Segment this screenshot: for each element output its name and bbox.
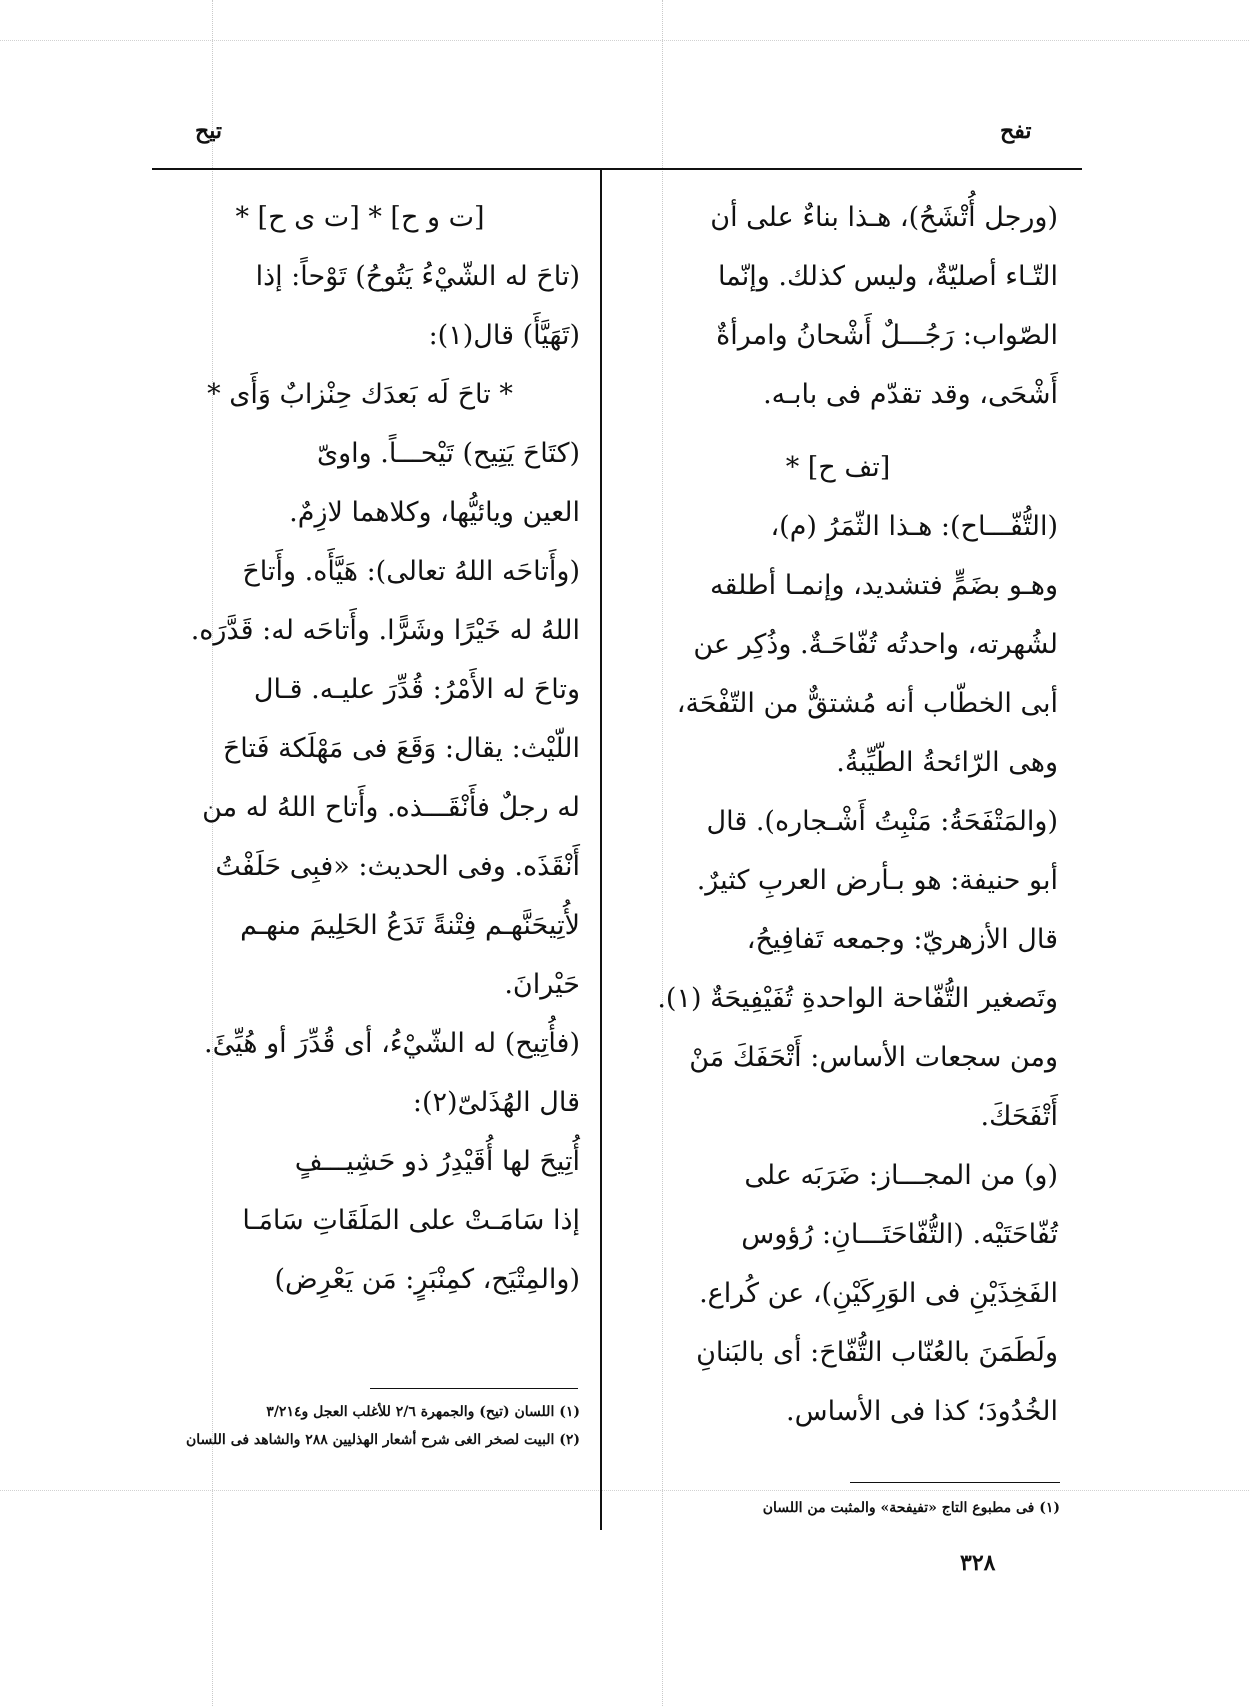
footnote: (١) اللسان (تيح) والجمهرة ٢/٦ للأغلب العجل و٣/٢١٤: [266, 1404, 580, 1420]
text-line: الخُدُودَ؛ كذا فى الأساس.: [786, 1396, 1058, 1427]
right-footnotes: [640, 1494, 1060, 1522]
text-line: وتَصغير التُّفّاحة الواحدةِ تُفَيْفِيحَةٌ (١).: [657, 983, 1058, 1014]
text-line: (كتَاحَ يَتِيح) تَيْحـــاً. واوىّ: [316, 438, 580, 469]
verse-line: أُتِيحَ لها أُقَيْدِرُ ذو حَشِيـــفٍ: [294, 1146, 580, 1177]
text-line: (تَهَيَّأَ) قال(١):: [428, 320, 580, 351]
text-line: اللّيْث: يقال: وَقَعَ فى مَهْلَكة فَتاحَ: [222, 733, 580, 764]
header-left-word: تيح: [195, 118, 222, 144]
text-line: (ورجل أُتْشَحُ)، هـذا بناءٌ على أن: [710, 202, 1058, 233]
text-line: (والمِتْيَح، كمِنْبَرٍ: مَن يَعْرِض): [274, 1264, 580, 1295]
text-line: لشُهرته، واحدتُه تُفّاحَـةٌ. وذُكِر عن: [693, 629, 1058, 660]
text-line: ومن سجعات الأساس: أَتْحَفَكَ مَنْ: [689, 1042, 1058, 1073]
text-line: (وأَتاحَه اللهُ تعالى): هَيَّأَه. وأَتاحَ: [242, 556, 580, 587]
footnote: (١) فى مطبوع التاج «تفيفحة» والمثبت من اللسان: [762, 1500, 1060, 1516]
header-right-word: تفح: [1000, 118, 1032, 144]
footnote-rule: [850, 1482, 1060, 1483]
text-line: أَنْقَذَه. وفى الحديث: «فبِى حَلَفْتُ: [215, 851, 580, 882]
column-divider: [600, 170, 602, 1530]
left-footnotes: [140, 1398, 580, 1454]
footnote-rule: [370, 1388, 578, 1389]
footnote: (٢) البيت لصخر الغى شرح أشعار الهذليين ٢٨٨ والشاهد فى اللسان: [186, 1432, 580, 1448]
verse-line: إذا سَامَـتْ على المَلَقَاتِ سَامَـا: [242, 1205, 580, 1236]
text-line: حَيْرانَ.: [504, 969, 580, 1000]
text-line: لأُتِيحَنَّهـم فِتْنةً تَدَعُ الحَلِيمَ منهـم: [240, 910, 580, 941]
verse-line: * تاحَ لَه بَعدَك حِنْزابٌ وَأَى *: [207, 379, 513, 410]
text-line: الصّواب: رَجُـــلٌ أَشْحانُ وامرأةٌ: [716, 320, 1058, 351]
text-line: ولَطَمَنَ بالعُنّاب التُّفّاحَ: أى بالبَنانِ: [696, 1337, 1058, 1368]
text-line: (التُّفّـــاح): هـذا الثّمَرُ (م)،: [770, 511, 1058, 542]
text-line: وهـو بضَمٍّ فتشديد، وإنمـا أطلقه: [710, 570, 1058, 601]
text-line: أبى الخطّاب أنه مُشتقٌّ من التّفْحَة،: [676, 688, 1058, 719]
text-line: اللهُ له خَيْرًا وشَرًّا. وأَتاحَه له: قَدَّرَه.: [190, 615, 580, 646]
left-column: [140, 188, 580, 1309]
page-number: ٣٢٨: [960, 1550, 996, 1576]
text-line: أَتْفَحَكَ.: [980, 1101, 1058, 1132]
right-column: [618, 188, 1058, 1441]
text-line: (والمَتْفَحَةُ: مَنْبِتُ أَشْـجاره). قال: [706, 806, 1058, 837]
text-line: قال الهُذَلىّ(٢):: [412, 1087, 580, 1118]
text-line: العين ويائيُّها، وكلاهما لازِمٌ.: [289, 497, 580, 528]
entry-heading: [تف ح] *: [785, 452, 891, 483]
text-line: (و) من المجـــاز: ضَرَبَه على: [744, 1160, 1058, 1191]
text-line: وتاحَ له الأَمْرُ: قُدِّرَ عليـه. قـال: [253, 674, 580, 705]
text-line: تُفّاحَتَيْه. (التُّفّاحَتَـــانِ: رُؤوس: [741, 1219, 1058, 1250]
text-line: قال الأزهريّ: وجمعه تَفافِيحُ،: [746, 924, 1058, 955]
text-line: الفَخِذَيْنِ فى الوَرِكَيْنِ)، عن كُراع.: [699, 1278, 1058, 1309]
text-line: أَشْحَى، وقد تقدّم فى بابـه.: [763, 379, 1058, 410]
entry-heading: [ت و ح] * [ت ى ح] *: [235, 202, 485, 233]
scan-guide-line: [0, 40, 1249, 41]
text-line: التّـاء أصليّةٌ، وليس كذلك. وإنّما: [717, 261, 1058, 292]
scan-guide-line: [0, 1490, 1249, 1491]
text-line: وهى الرّائحةُ الطّيِّبةُ.: [836, 747, 1058, 778]
text-line: (فأُتِيح) له الشّيْءُ، أى قُدِّرَ أو هُيِّئَ.: [204, 1028, 580, 1059]
text-line: (تاحَ له الشّيْءُ يَتُوحُ) تَوْحاً: إذا: [255, 261, 580, 292]
spacer: [618, 424, 1058, 438]
text-line: أبو حنيفة: هو بـأرض العربِ كثيرٌ.: [696, 865, 1058, 896]
header-rule: [152, 168, 1082, 170]
text-line: له رجلٌ فأَنْقَـــذه. وأَتاح اللهُ له من: [202, 792, 580, 823]
